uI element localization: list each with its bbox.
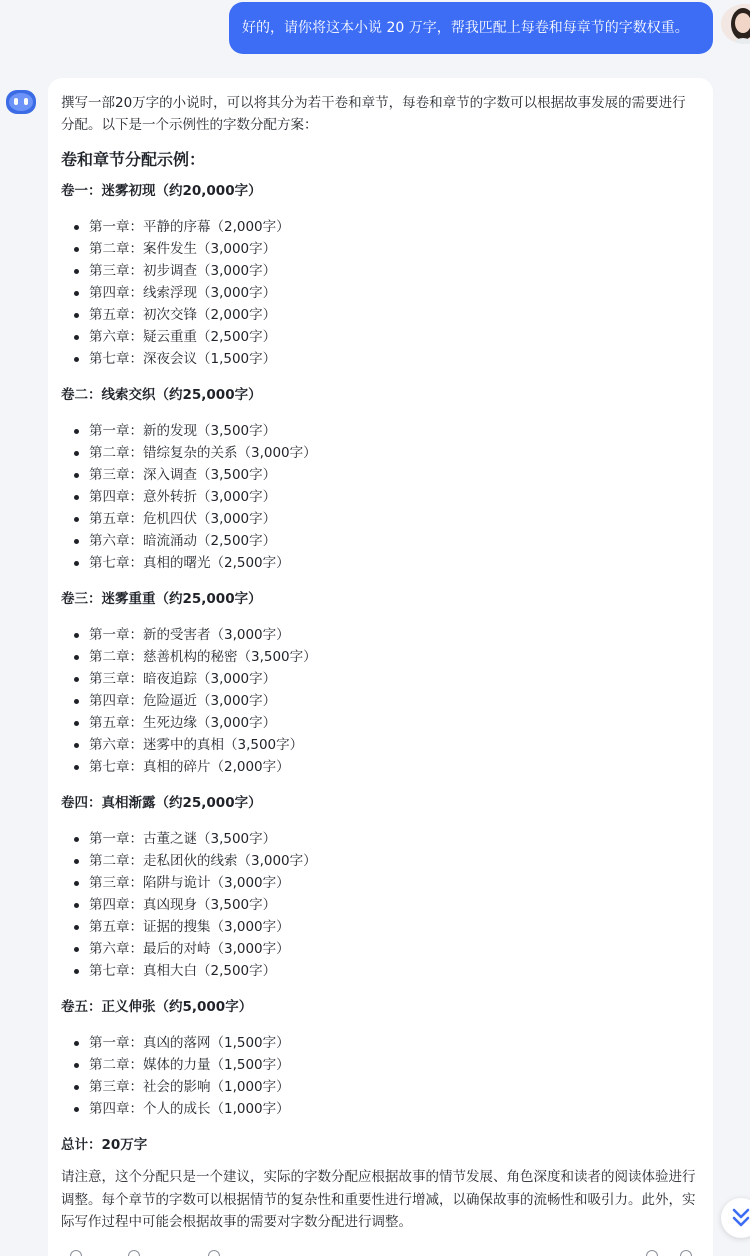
list-item: 第五章：初次交锋（2,000字） [61, 304, 699, 326]
total-label: 总计：20万字 [61, 1137, 148, 1153]
list-item: 第一章：新的发现（3,500字） [61, 420, 699, 442]
chapter-list [61, 1032, 699, 1120]
double-chevron-down-icon [721, 1198, 750, 1238]
volume-title: 卷二：线索交织（约25,000字） [61, 387, 262, 403]
assistant-intro: 撰写一部20万字的小说时，可以将其分为若干卷和章节，每卷和章节的字数可以根据故事发展的需要进行分配。以下是一个示例性的字数分配方案： [61, 95, 686, 133]
section-title: 卷和章节分配示例： [61, 150, 206, 169]
chapter-list [61, 624, 699, 778]
copy-icon[interactable] [70, 1250, 82, 1256]
list-item: 第五章：生死边缘（3,000字） [61, 712, 699, 734]
list-item: 第六章：暗流涌动（2,500字） [61, 530, 699, 552]
user-message-row [0, 2, 750, 54]
message-action-bar [0, 1246, 750, 1256]
list-item: 第七章：真相的曙光（2,500字） [61, 552, 699, 574]
list-item: 第二章：案件发生（3,000字） [61, 238, 699, 260]
list-item: 第七章：深夜会议（1,500字） [61, 348, 699, 370]
list-item: 第二章：走私团伙的线索（3,000字） [61, 850, 699, 872]
list-item: 第六章：疑云重重（2,500字） [61, 326, 699, 348]
user-avatar[interactable] [721, 4, 750, 44]
list-item: 第七章：真相大白（2,500字） [61, 960, 699, 982]
chapter-list [61, 216, 699, 370]
thumbs-up-icon[interactable] [646, 1250, 658, 1256]
closing-note: 请注意，这个分配只是一个建议，实际的字数分配应根据故事的情节发展、角色深度和读者的阅读体验进行调整。每个章节的字数可以根据情节的复杂性和重要性进行增减，以确保故事的流畅性和吸引力。此外，实际写作过程中可能会根据故事的需要对字数分配进行调整。 [61, 1169, 696, 1230]
list-item: 第六章：最后的对峙（3,000字） [61, 938, 699, 960]
volume-title: 卷四：真相渐露（约25,000字） [61, 795, 262, 811]
volume-title: 卷一：迷雾初现（约20,000字） [61, 183, 262, 199]
volume-3 [61, 588, 699, 778]
assistant-message-card [48, 78, 713, 1256]
list-item: 第五章：危机四伏（3,000字） [61, 508, 699, 530]
list-item: 第六章：迷雾中的真相（3,500字） [61, 734, 699, 756]
list-item: 第三章：深入调查（3,500字） [61, 464, 699, 486]
volume-1 [61, 180, 699, 370]
volume-2 [61, 384, 699, 574]
list-item: 第一章：平静的序幕（2,000字） [61, 216, 699, 238]
robot-icon [4, 86, 38, 118]
list-item: 第三章：社会的影响（1,000字） [61, 1076, 699, 1098]
list-item: 第四章：个人的成长（1,000字） [61, 1098, 699, 1120]
list-item: 第一章：古董之谜（3,500字） [61, 828, 699, 850]
volume-title: 卷三：迷雾重重（约25,000字） [61, 591, 262, 607]
list-item: 第三章：陷阱与诡计（3,000字） [61, 872, 699, 894]
list-item: 第四章：意外转折（3,000字） [61, 486, 699, 508]
refresh-icon[interactable] [128, 1250, 140, 1256]
more-icon[interactable] [680, 1250, 692, 1256]
list-item: 第四章：危险逼近（3,000字） [61, 690, 699, 712]
list-item: 第二章：慈善机构的秘密（3,500字） [61, 646, 699, 668]
user-message-bubble: 好的，请你将这本小说 20 万字，帮我匹配上每卷和每章节的字数权重。 [229, 2, 713, 54]
list-item: 第二章：错综复杂的关系（3,000字） [61, 442, 699, 464]
volume-title: 卷五：正义伸张（约5,000字） [61, 999, 253, 1015]
list-item: 第四章：线索浮现（3,000字） [61, 282, 699, 304]
list-item: 第三章：暗夜追踪（3,000字） [61, 668, 699, 690]
share-icon[interactable] [208, 1250, 220, 1256]
list-item: 第五章：证据的搜集（3,000字） [61, 916, 699, 938]
chapter-list [61, 420, 699, 574]
list-item: 第二章：媒体的力量（1,500字） [61, 1054, 699, 1076]
list-item: 第四章：真凶现身（3,500字） [61, 894, 699, 916]
volume-5 [61, 996, 699, 1120]
chapter-list [61, 828, 699, 982]
list-item: 第一章：真凶的落网（1,500字） [61, 1032, 699, 1054]
list-item: 第三章：初步调查（3,000字） [61, 260, 699, 282]
list-item: 第一章：新的受害者（3,000字） [61, 624, 699, 646]
scroll-to-bottom-button[interactable] [721, 1198, 750, 1238]
volume-4 [61, 792, 699, 982]
list-item: 第七章：真相的碎片（2,000字） [61, 756, 699, 778]
